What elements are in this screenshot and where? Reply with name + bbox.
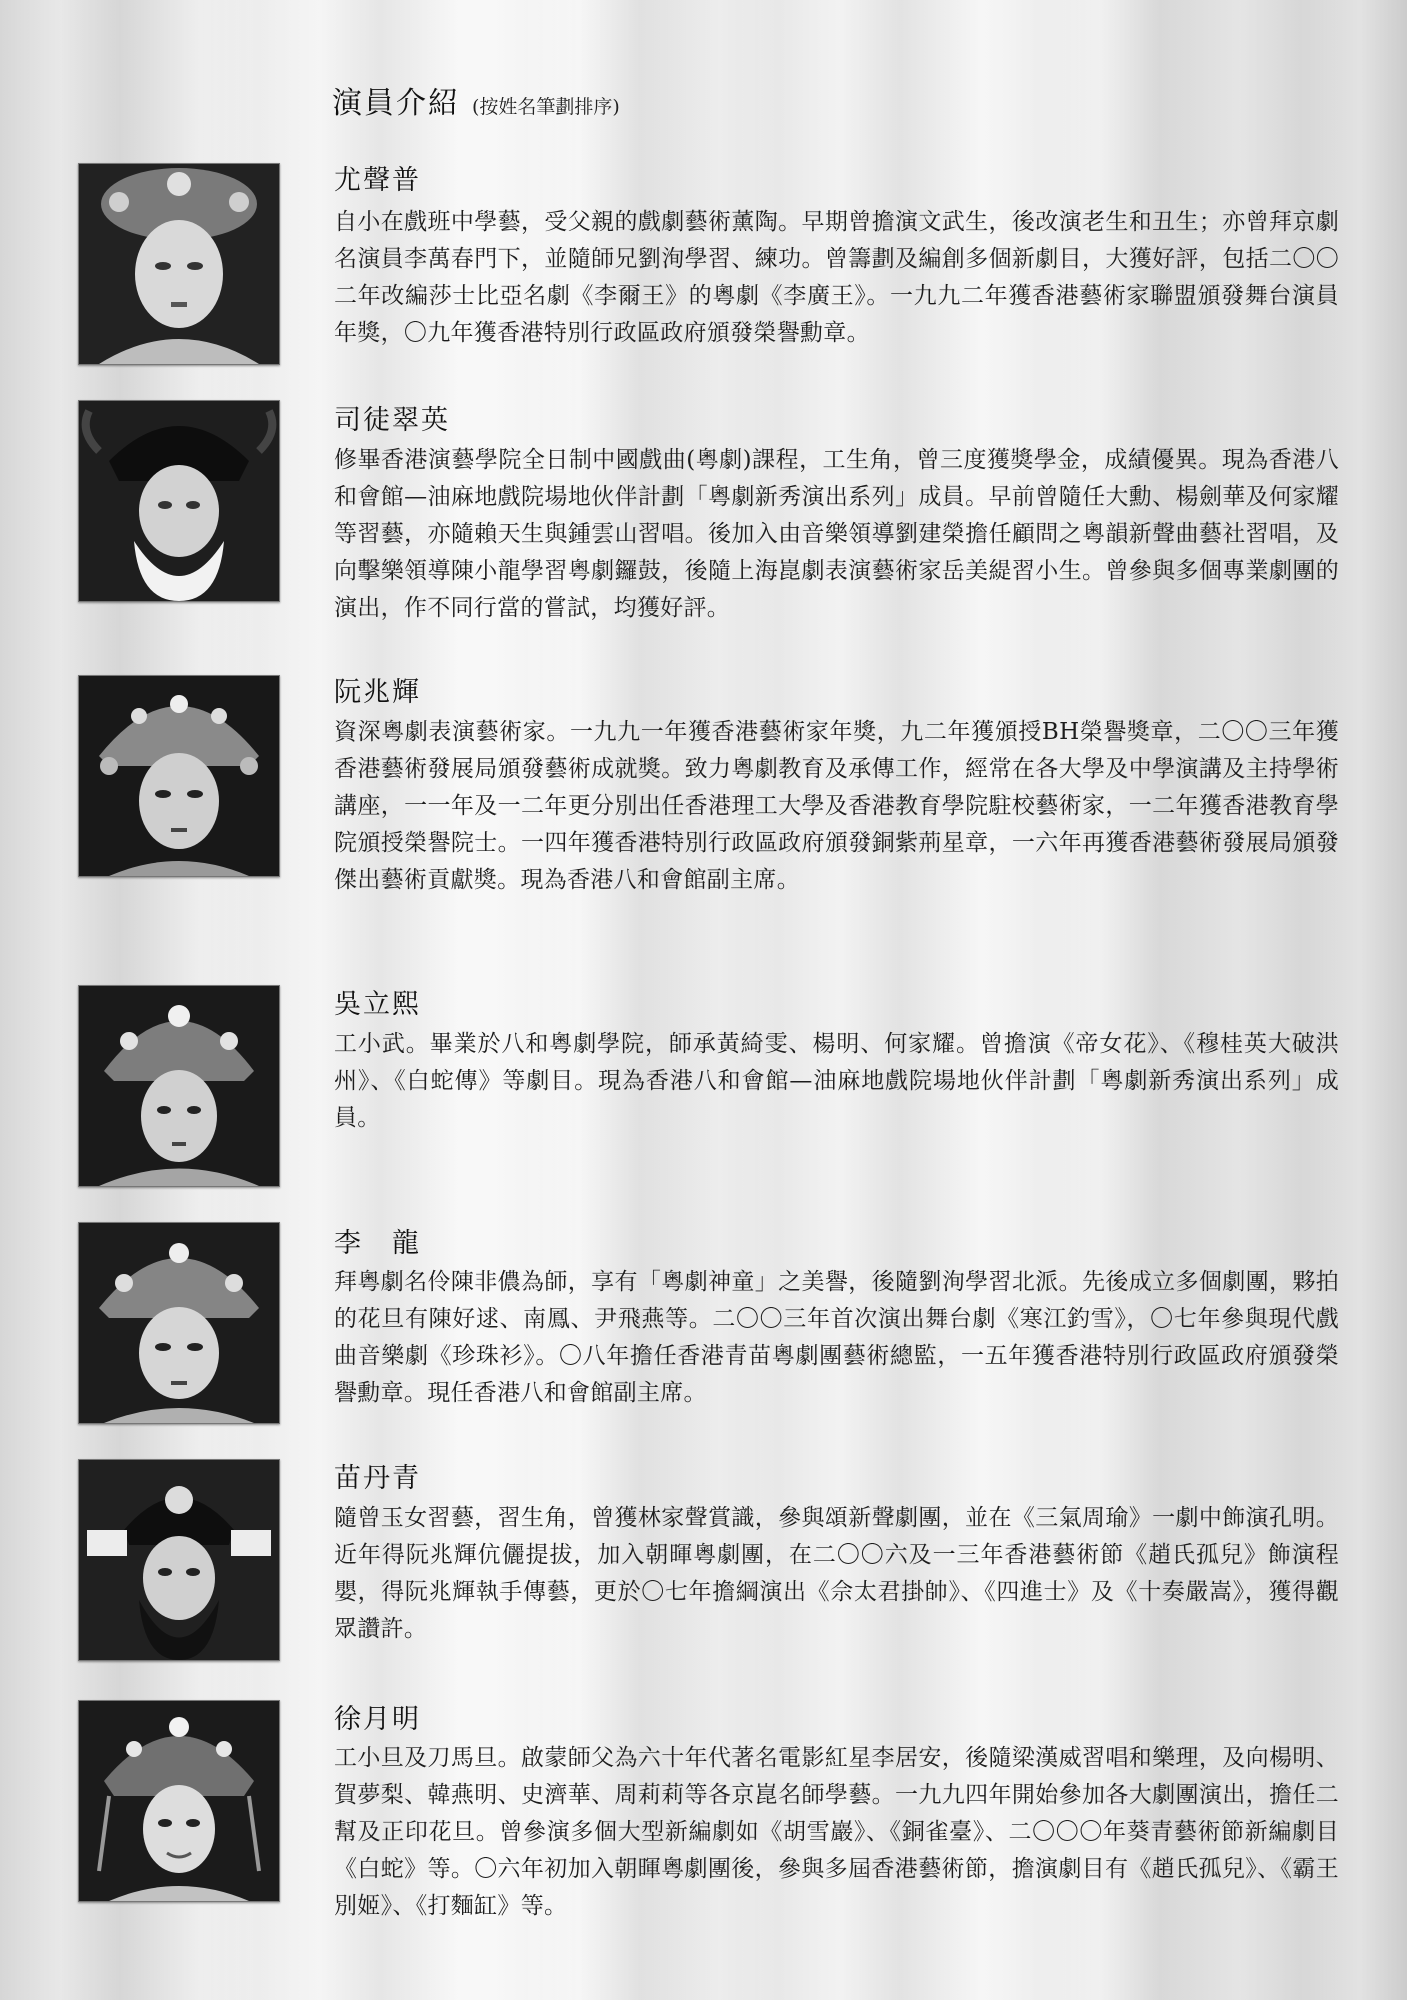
performer-bio: 工小旦及刀馬旦。啟蒙師父為六十年代著名電影紅星李居安，後隨梁漢威習唱和樂理，及向楊明、賀夢梨、韓燕明、史濟華、周莉莉等各京崑名師學藝。一九九四年開始參加各大劇團演出，擔任二幫及正印花旦。曾參演多個大型新編劇如《胡雪巖》、《銅雀臺》、二〇〇〇年葵青藝術節新編劇目《白蛇》等。〇六年初加入朝暉粵劇團後，參與多屆香港藝術節，擔演劇目有《趙氏孤兒》、《霸王別姬》、《打麵缸》等。 <box>334 1745 1339 1919</box>
performer-bio: 拜粵劇名伶陳非儂為師，享有「粵劇神童」之美譽，後隨劉洵學習北派。先後成立多個劇團，夥拍的花旦有陳好逑、南鳳、尹飛燕等。二〇〇三年首次演出舞台劇《寒江釣雪》，〇七年參與現代戲曲音樂劇《珍珠衫》。〇八年擔任香港青苗粵劇團藝術總監，一五年獲香港特別行政區政府頒發榮譽勳章。現任香港八和會館副主席。 <box>334 1269 1339 1406</box>
page-title-text: 演員介紹 <box>332 86 460 121</box>
performer-portrait <box>78 675 280 877</box>
performer-name: 司徒翠英 <box>334 405 450 436</box>
page-title <box>332 78 620 122</box>
performer-bio: 隨曾玉女習藝，習生角，曾獲林家聲賞識，參與頌新聲劇團，並在《三氣周瑜》一劇中飾演孔明。近年得阮兆輝伉儷提拔，加入朝暉粵劇團，在二〇〇六及一三年香港藝術節《趙氏孤兒》飾演程嬰，得阮兆輝執手傳藝，更於〇七年擔綱演出《佘太君掛帥》、《四進士》及《十奏嚴嵩》，獲得觀眾讚許。 <box>334 1505 1339 1642</box>
performer-portrait <box>78 1459 280 1661</box>
performer-bio: 自小在戲班中學藝，受父親的戲劇藝術薰陶。早期曾擔演文武生，後改演老生和丑生；亦曾拜京劇名演員李萬春門下，並隨師兄劉洵學習、練功。曾籌劃及編創多個新劇目，大獲好評，包括二〇〇二年改編莎士比亞名劇《李爾王》的粵劇《李廣王》。一九九二年獲香港藝術家聯盟頒發舞台演員年獎，〇九年獲香港特別行政區政府頒發榮譽勳章。 <box>334 209 1339 346</box>
page-subtitle: (按姓名筆劃排序) <box>472 96 620 118</box>
performer-portrait <box>78 400 280 602</box>
performer-portrait <box>78 1222 280 1424</box>
performer-portrait <box>78 163 280 365</box>
performer-name: 尤聲普 <box>334 165 421 196</box>
performer-name: 徐月明 <box>334 1704 421 1735</box>
performer-name: 苗丹青 <box>334 1463 421 1494</box>
performer-bio: 修畢香港演藝學院全日制中國戲曲(粵劇)課程，工生角，曾三度獲獎學金，成績優異。現為香港八和會館—油麻地戲院場地伙伴計劃「粵劇新秀演出系列」成員。早前曾隨任大勳、楊劍華及何家耀等習藝，亦隨賴天生與鍾雲山習唱。後加入由音樂領導劉建榮擔任顧問之粵韻新聲曲藝社習唱，及向擊樂領導陳小龍學習粵劇鑼鼓，後隨上海崑劇表演藝術家岳美緹習小生。曾參與多個專業劇團的演出，作不同行當的嘗試，均獲好評。 <box>334 447 1339 621</box>
performer-portrait <box>78 985 280 1187</box>
performer-bio: 工小武。畢業於八和粵劇學院，師承黃綺雯、楊明、何家耀。曾擔演《帝女花》、《穆桂英大破洪州》、《白蛇傳》等劇目。現為香港八和會館—油麻地戲院場地伙伴計劃「粵劇新秀演出系列」成員。 <box>334 1031 1339 1131</box>
performer-name: 吳立熙 <box>334 989 421 1020</box>
performer-name: 阮兆輝 <box>334 677 421 708</box>
performer-name: 李 龍 <box>334 1228 421 1259</box>
performer-portrait <box>78 1700 280 1902</box>
performer-bio: 資深粵劇表演藝術家。一九九一年獲香港藝術家年獎，九二年獲頒授BH榮譽獎章，二〇〇三年獲香港藝術發展局頒發藝術成就獎。致力粵劇教育及承傳工作，經常在各大學及中學演講及主持學術講座，一一年及一二年更分別出任香港理工大學及香港教育學院駐校藝術家，一二年獲香港教育學院頒授榮譽院士。一四年獲香港特別行政區政府頒發銅紫荊星章，一六年再獲香港藝術發展局頒發傑出藝術貢獻獎。現為香港八和會館副主席。 <box>334 719 1339 893</box>
